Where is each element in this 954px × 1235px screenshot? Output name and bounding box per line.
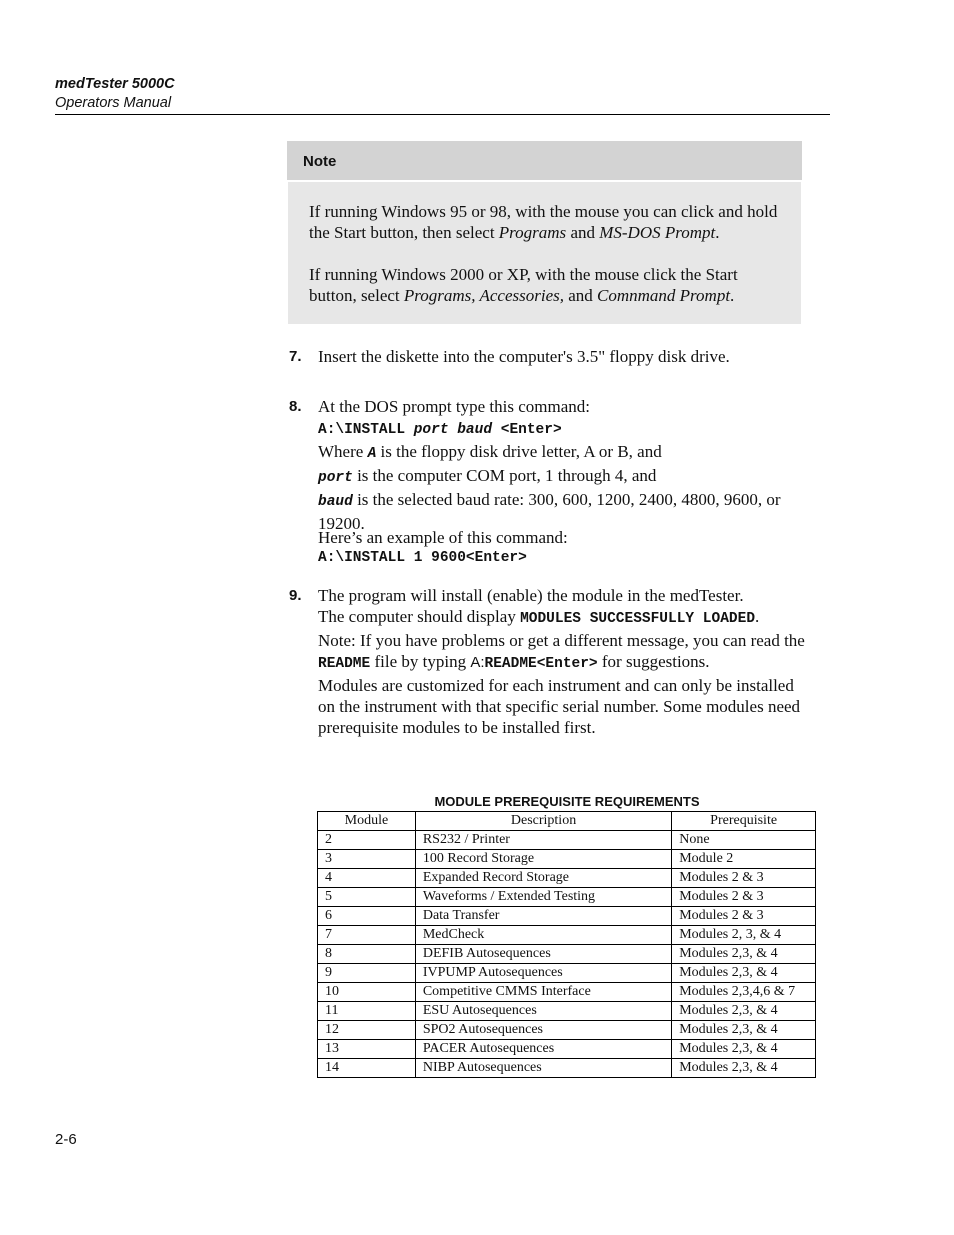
note-paragraph-win2000: If running Windows 2000 or XP, with the mouse click the Start button, select Programs, Accessories, and Comnmand Prompt. — [309, 265, 738, 305]
page-number: 2-6 — [55, 1131, 77, 1148]
note-header — [287, 141, 802, 180]
column-header-module: Module — [318, 812, 416, 831]
table-header-row — [318, 812, 816, 831]
install-command-example: A:\INSTALL 1 9600<Enter> — [318, 550, 527, 566]
note-paragraph-win9x: If running Windows 95 or 98, with the mouse you can click and hold the Start button, then select Programs and MS-DOS Prompt. — [309, 202, 778, 242]
table-row: 8 DEFIB Autosequences Modules 2,3, & 4 — [318, 945, 816, 964]
module-prerequisite-table — [317, 811, 816, 1078]
column-header-description: Description — [415, 812, 671, 831]
table-row: 9 IVPUMP Autosequences Modules 2,3, & 4 — [318, 964, 816, 983]
table-row: 11 ESU Autosequences Modules 2,3, & 4 — [318, 1002, 816, 1021]
step-8-example: Here’s an example of this command: A:\INSTALL 1 9600<Enter> — [318, 527, 808, 569]
table-row: 4 Expanded Record Storage Modules 2 & 3 — [318, 869, 816, 888]
table-row: 5 Waveforms / Extended Testing Modules 2 & 3 — [318, 888, 816, 907]
table-row: 14 NIBP Autosequences Modules 2,3, & 4 — [318, 1059, 816, 1078]
table-row: 7 MedCheck Modules 2, 3, & 4 — [318, 926, 816, 945]
manual-title: medTester 5000C — [55, 76, 175, 92]
table-row: 10 Competitive CMMS Interface Modules 2,3,4,6 & 7 — [318, 983, 816, 1002]
table-row: 2 RS232 / Printer None — [318, 831, 816, 850]
column-header-prerequisite: Prerequisite — [672, 812, 816, 831]
header-rule — [55, 114, 830, 115]
install-command-syntax: A:\INSTALL port baud <Enter> — [318, 422, 562, 438]
step-7-number: 7. — [289, 348, 302, 365]
note-heading: Note — [303, 153, 337, 170]
manual-subtitle: Operators Manual — [55, 95, 172, 111]
success-message-code: MODULES SUCCESSFULLY LOADED — [520, 611, 756, 627]
table-title: MODULE PREREQUISITE REQUIREMENTS — [434, 794, 700, 809]
table-row: 12 SPO2 Autosequences Modules 2,3, & 4 — [318, 1021, 816, 1040]
step-8-text: At the DOS prompt type this command: A:\INSTALL port baud <Enter> Where A is the floppy disk drive letter, A or B, and port is the computer COM port, 1 through 4, and baud is the selected baud rate: 300, 600, 1200, 2400, 4800, 9600, or 19200. — [318, 396, 808, 534]
note-body — [288, 182, 801, 324]
table-row: 13 PACER Autosequences Modules 2,3, & 4 — [318, 1040, 816, 1059]
step-8-number: 8. — [289, 398, 302, 415]
table-row: 6 Data Transfer Modules 2 & 3 — [318, 907, 816, 926]
step-9-number: 9. — [289, 587, 302, 604]
table-row: 3 100 Record Storage Module 2 — [318, 850, 816, 869]
step-9-text: The program will install (enable) the module in the medTester. The computer should display MODULES SUCCESSFULLY LOADED. Note: If you have problems or get a different message, you can read the README file by typing A:README<Enter> for suggestions. Modules are customized for each instrument and can only be installed on the instrument with that specific serial number. Some modules need prerequisite modules to be installed first. — [318, 586, 805, 737]
step-7-text: Insert the diskette into the computer's 3.5" floppy disk drive. — [318, 347, 730, 366]
